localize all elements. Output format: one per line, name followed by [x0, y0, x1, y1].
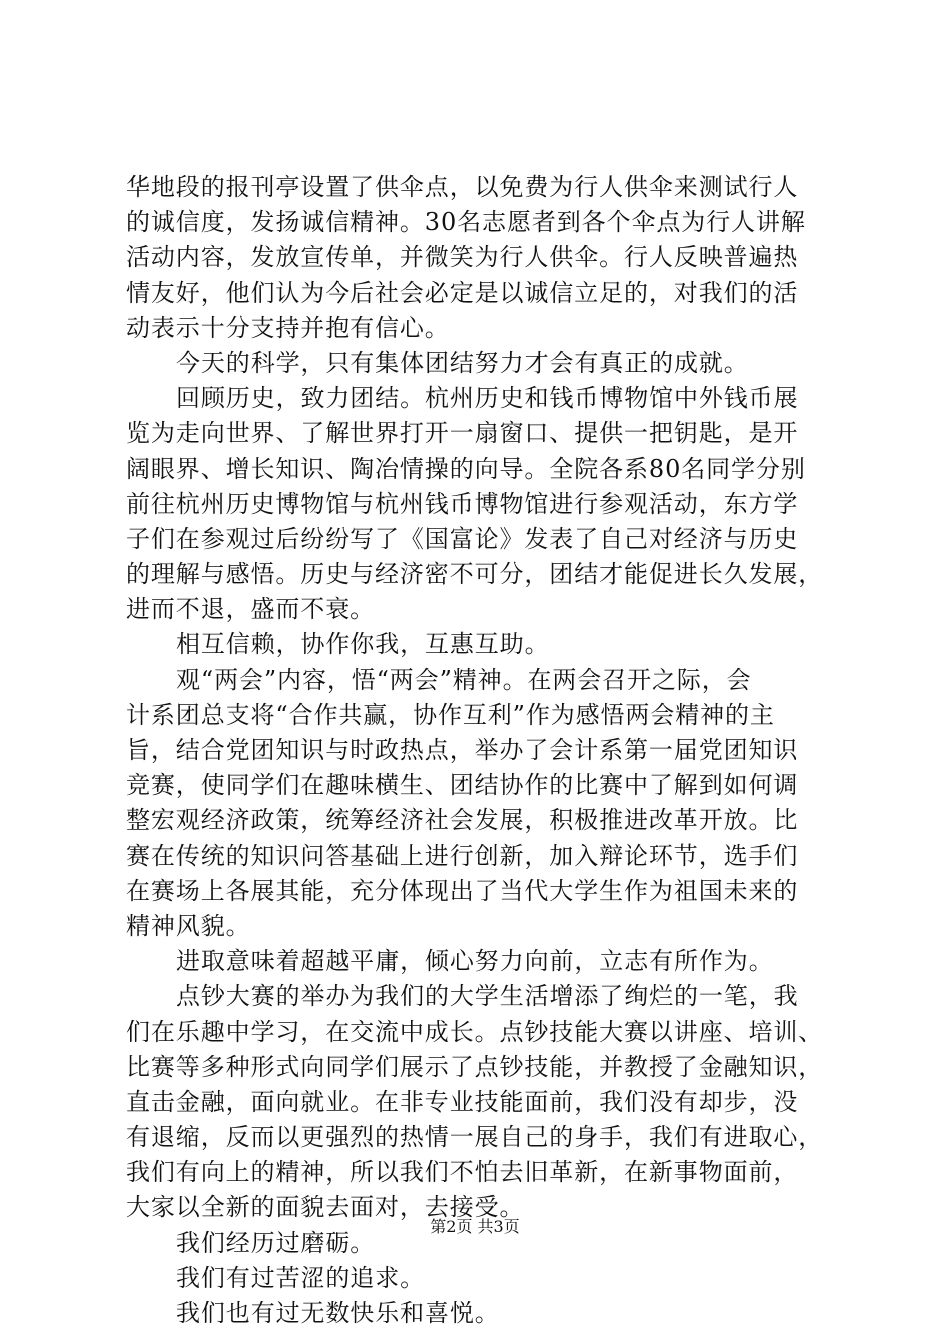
text-line: 子们在参观过后纷纷写了《国富论》发表了自己对经济与历史: [126, 524, 799, 553]
paragraph-start-line: 点钞大赛的举办为我们的大学生活增添了绚烂的一笔，我: [176, 982, 799, 1011]
text-line: 旨，结合党团知识与时政热点，举办了会计系第一届党团知识: [126, 736, 799, 764]
paragraph-start-line: 我们有过苦涩的追求。: [176, 1263, 425, 1292]
text-line: 直击金融，面向就业。在非专业技能面前，我们没有却步，没: [126, 1087, 799, 1116]
text-line: 情友好，他们认为今后社会必定是以诚信立足的，对我们的活: [126, 278, 799, 307]
text-line: 赛在传统的知识问答基础上进行创新，加入辩论环节，选手们: [126, 841, 799, 870]
page-footer: 第2页 共3页: [430, 1217, 520, 1236]
text-line: 们在乐趣中学习，在交流中成长。点钞技能大赛以讲座、培训、: [126, 1017, 824, 1046]
text-line: 竞赛，使同学们在趣味横生、团结协作的比赛中了解到如何调: [126, 771, 799, 800]
text-line: 整宏观经济政策，统筹经济社会发展，积极推进改革开放。比: [126, 806, 799, 835]
text-line: 计系团总支将“合作共赢，协作互利”作为感悟两会精神的主: [126, 700, 775, 729]
document-body: [126, 170, 836, 1331]
text-line: 的理解与感悟。历史与经济密不可分，团结才能促进长久发展，: [126, 560, 824, 589]
text-line: 活动内容，发放宣传单，并微笑为行人供伞。行人反映普遍热: [126, 243, 799, 272]
text-line: 阔眼界、增长知识、陶冶情操的向导。全院各系80名同学分别: [126, 454, 806, 483]
text-line: 有退缩，反而以更强烈的热情一展自己的身手，我们有进取心，: [126, 1123, 824, 1152]
text-line: 华地段的报刊亭设置了供伞点，以免费为行人供伞来测试行人: [126, 173, 799, 201]
text-line: 进而不退，盛而不衰。: [126, 595, 375, 624]
text-line: 在赛场上各展其能，充分体现出了当代大学生作为祖国未来的: [126, 876, 799, 905]
paragraph-start-line: 我们也有过无数快乐和喜悦。: [176, 1299, 500, 1327]
text-line: 览为走向世界、了解世界打开一扇窗口、提供一把钥匙，是开: [126, 419, 799, 448]
text-line: 精神风貌。: [126, 911, 251, 940]
text-line: 大家以全新的面貌去面对，去接受。: [126, 1193, 525, 1222]
text-line: 比赛等多种形式向同学们展示了点钞技能，并教授了金融知识，: [126, 1052, 824, 1081]
paragraph-start-line: 回顾历史，致力团结。杭州历史和钱币博物馆中外钱币展: [176, 384, 799, 413]
text-line: 动表示十分支持并抱有信心。: [126, 313, 450, 342]
paragraph-start-line: 我们经历过磨砺。: [176, 1228, 376, 1257]
paragraph-start-line: 进取意味着超越平庸，倾心努力向前，立志有所作为。: [176, 947, 774, 976]
text-line: 前往杭州历史博物馆与杭州钱币博物馆进行参观活动，东方学: [126, 489, 799, 518]
text-line: 的诚信度，发扬诚信精神。30名志愿者到各个伞点为行人讲解: [126, 208, 806, 237]
text-line: 我们有向上的精神，所以我们不怕去旧革新，在新事物面前，: [126, 1158, 799, 1187]
paragraph-start-line: 观“两会”内容，悟“两会”精神。在两会召开之际，会: [176, 665, 752, 694]
paragraph-start-line: 相互信赖，协作你我，互惠互助。: [176, 630, 550, 659]
paragraph-start-line: 今天的科学，只有集体团结努力才会有真正的成就。: [176, 348, 749, 377]
